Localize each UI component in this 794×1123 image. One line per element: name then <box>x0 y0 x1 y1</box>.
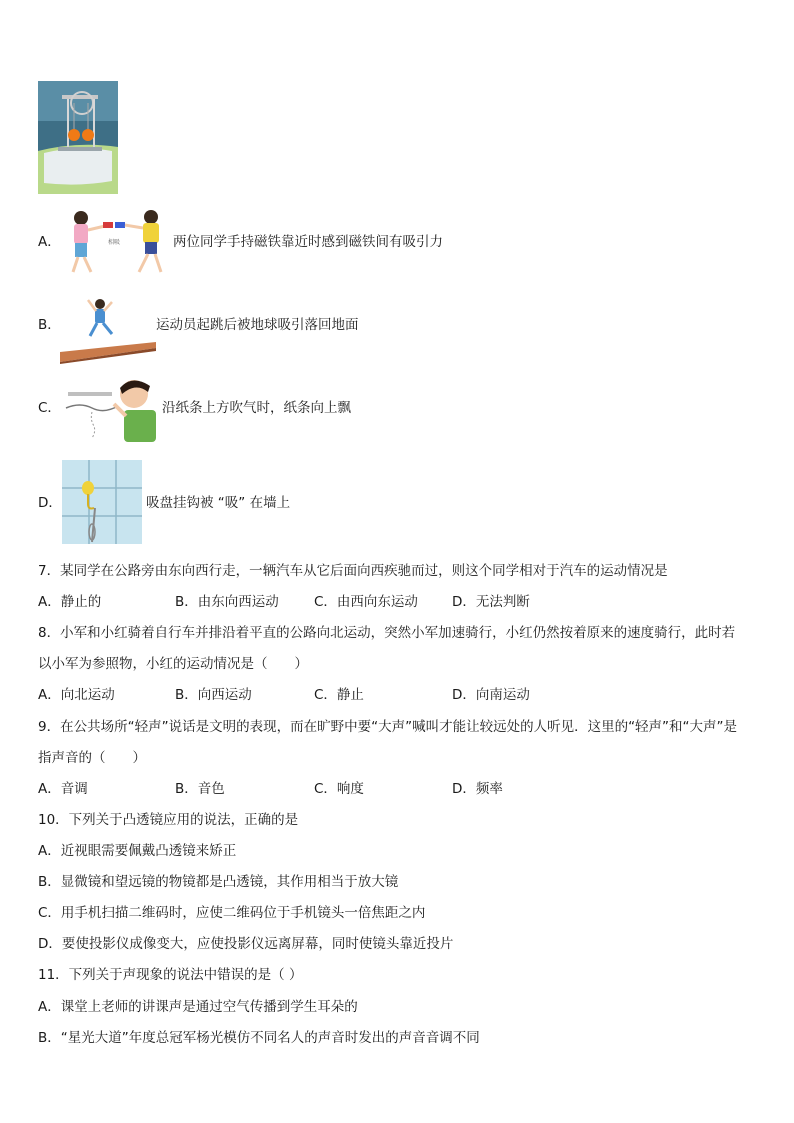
question-9-stem-line-1: 9．在公共场所“轻声”说话是文明的表现，而在旷野中要“大声”喊叫才能让较远处的人听见．这里的“轻声”和“大声”是 <box>38 719 738 735</box>
suction-hook-icon <box>62 460 142 544</box>
top-figure <box>38 81 118 194</box>
question-8-stem-line-1: 8．小军和小红骑着自行车并排沿着平直的公路向北运动，突然小军加速骑行，小红仍然按着原来的速度骑行，此时若 <box>38 625 736 641</box>
q11-choice-a: A．课堂上老师的讲课声是通过空气传播到学生耳朵的 <box>38 999 358 1015</box>
q10-choice-d: D．要使投影仪成像变大，应使投影仪远离屏幕，同时使镜头靠近投片 <box>38 936 454 952</box>
question-8-stem-line-2: 以小军为参照物，小红的运动情况是（ ） <box>38 656 308 672</box>
q7-choice-d: D．无法判断 <box>452 594 530 610</box>
q8-choice-b: B．向西运动 <box>175 687 252 703</box>
question-11-stem: 11．下列关于声现象的说法中错误的是（ ） <box>38 967 303 983</box>
q8-choice-a: A．向北运动 <box>38 687 115 703</box>
pendulum-balls-photo-icon <box>38 81 118 194</box>
q7-choice-b: B．由东向西运动 <box>175 594 279 610</box>
q7-choice-a: A．静止的 <box>38 594 102 610</box>
option-a-figure <box>65 206 169 278</box>
magnets-attract-icon <box>65 206 169 278</box>
q11-choice-b: B．“星光大道”年度总冠军杨光模仿不同名人的声音时发出的声音音调不同 <box>38 1030 480 1046</box>
q7-choice-c: C．由西向东运动 <box>314 594 418 610</box>
option-c-label: C． <box>38 400 61 416</box>
magnet-caption: 相吸 <box>108 239 121 246</box>
question-10-stem: 10．下列关于凸透镜应用的说法，正确的是 <box>38 812 299 828</box>
q9-choice-d: D．频率 <box>452 781 503 797</box>
question-7-stem: 7．某同学在公路旁由东向西行走，一辆汽车从它后面向西疾驰而过，则这个同学相对于汽车的运动情况是 <box>38 563 668 579</box>
blow-paper-strip-icon <box>62 372 162 444</box>
q9-choice-a: A．音调 <box>38 781 88 797</box>
option-a-text: 两位同学手持磁铁靠近时感到磁铁间有吸引力 <box>173 234 443 250</box>
option-a-label: A． <box>38 234 61 250</box>
option-c-figure <box>62 372 162 444</box>
question-9-stem-line-2: 指声音的（ ） <box>38 750 146 766</box>
q10-choice-a: A．近视眼需要佩戴凸透镜来矫正 <box>38 843 237 859</box>
option-d-text: 吸盘挂钩被 “吸” 在墙上 <box>146 495 291 511</box>
option-d-figure <box>62 460 142 544</box>
q9-choice-c: C．响度 <box>314 781 364 797</box>
option-b-label: B． <box>38 317 61 333</box>
option-d-label: D． <box>38 495 62 511</box>
q10-choice-b: B．显微镜和望远镜的物镜都是凸透镜，其作用相当于放大镜 <box>38 874 399 890</box>
q8-choice-c: C．静止 <box>314 687 364 703</box>
q9-choice-b: B．音色 <box>175 781 225 797</box>
q8-choice-d: D．向南运动 <box>452 687 530 703</box>
athlete-jump-icon <box>60 296 156 364</box>
option-b-text: 运动员起跳后被地球吸引落回地面 <box>156 317 359 333</box>
q10-choice-c: C．用手机扫描二维码时，应使二维码位于手机镜头一倍焦距之内 <box>38 905 426 921</box>
option-c-text: 沿纸条上方吹气时，纸条向上飘 <box>162 400 351 416</box>
option-b-figure <box>60 296 156 364</box>
